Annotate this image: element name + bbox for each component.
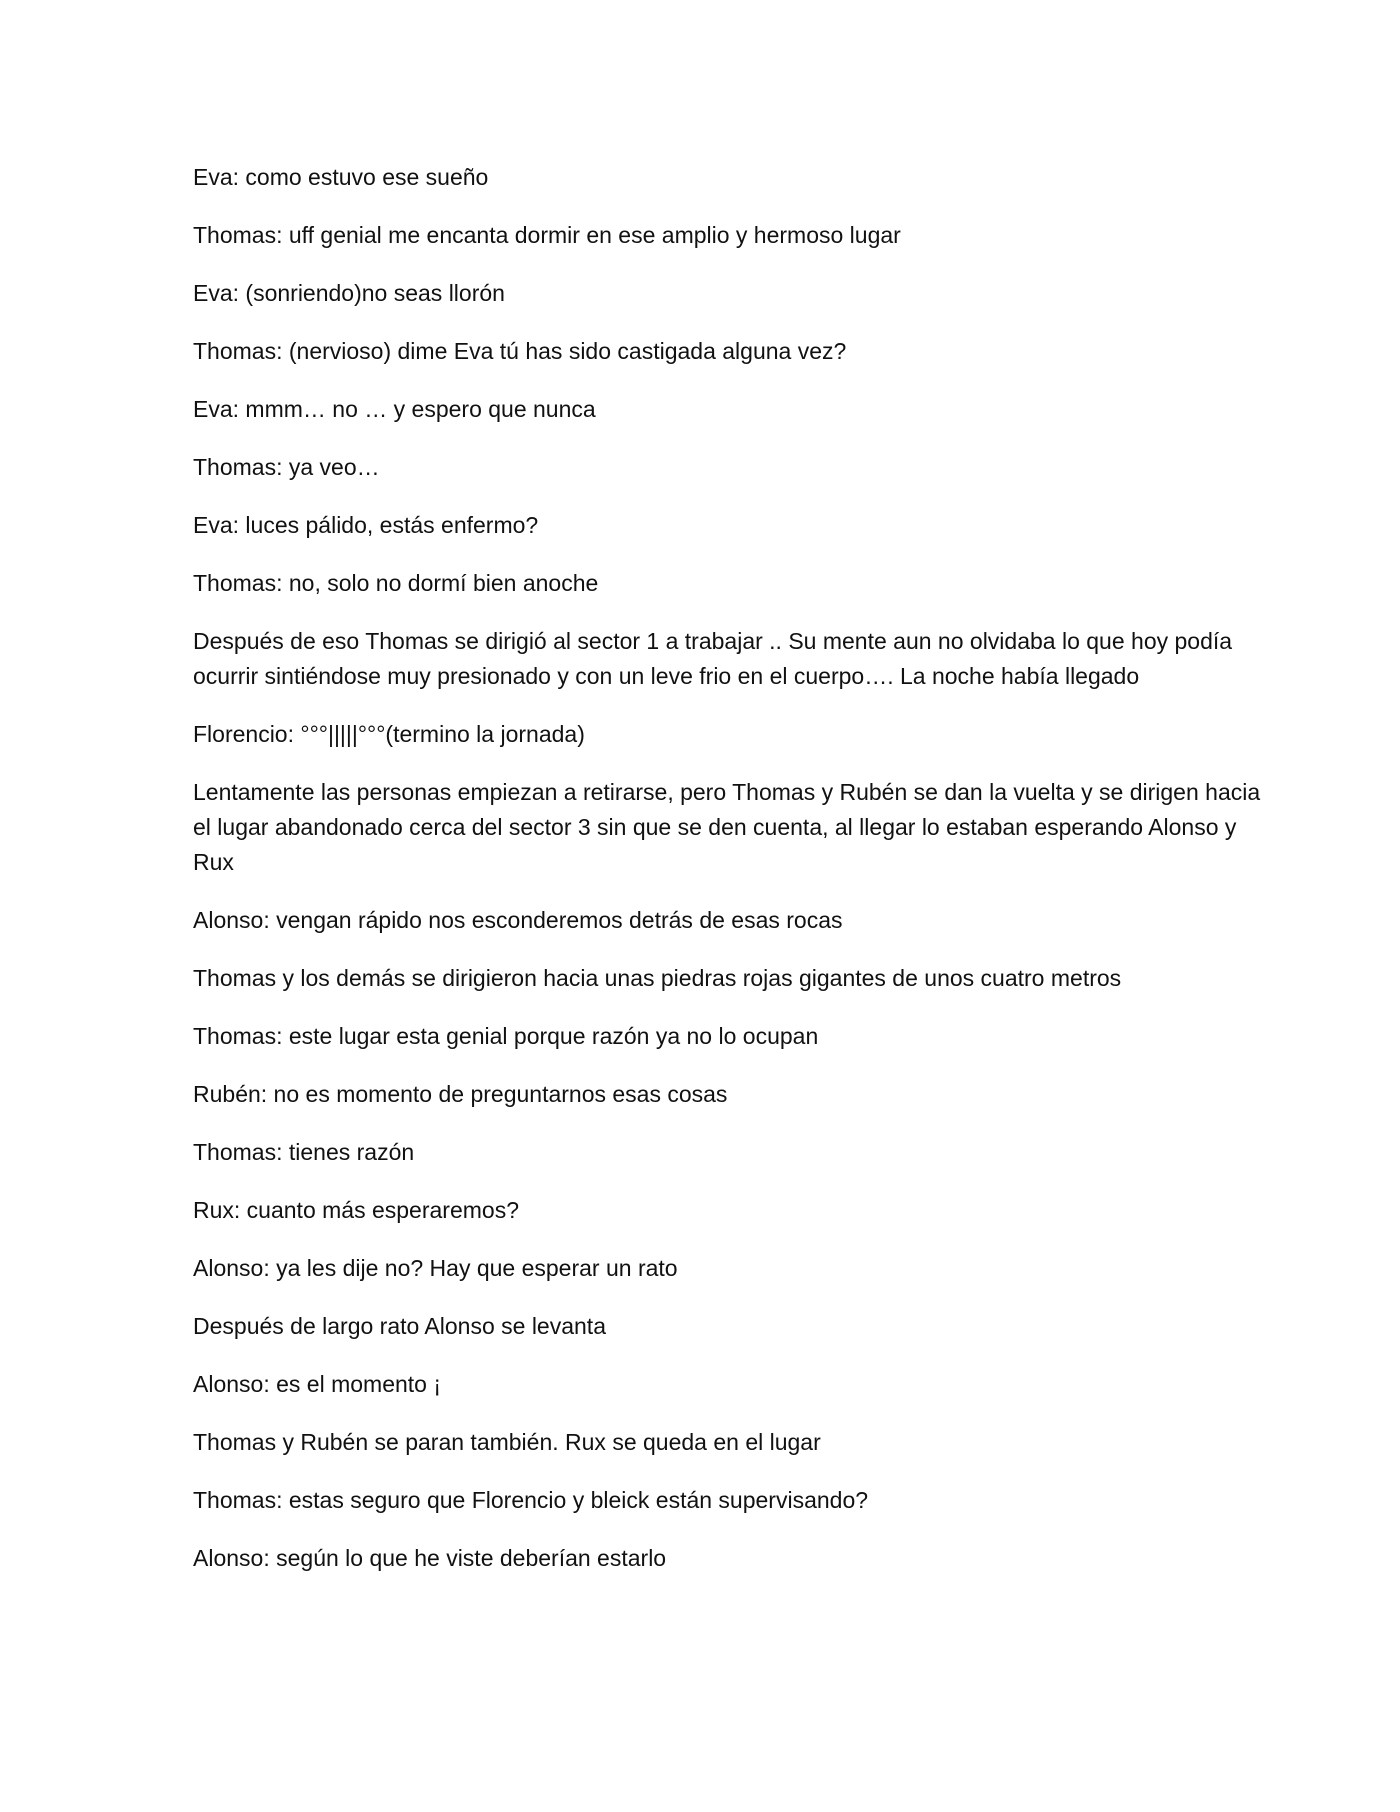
paragraph: Eva: mmm… no … y espero que nunca <box>193 396 596 422</box>
paragraph: Lentamente las personas empiezan a retirarse, pero Thomas y Rubén se dan la vuelta y se dirigen hacia el lugar abandonado cerca del sector 3 sin que se den cuenta, al llegar lo estaban esperando Alonso y Rux <box>193 779 1261 875</box>
paragraph: Thomas: (nervioso) dime Eva tú has sido castigada alguna vez? <box>193 338 847 364</box>
document-page <box>193 160 1268 1599</box>
paragraph: Alonso: es el momento ¡ <box>193 1371 442 1397</box>
paragraph: Eva: como estuvo ese sueño <box>193 164 489 190</box>
paragraph: Thomas y Rubén se paran también. Rux se queda en el lugar <box>193 1429 821 1455</box>
paragraph: Alonso: ya les dije no? Hay que esperar un rato <box>193 1255 678 1281</box>
paragraph: Alonso: vengan rápido nos esconderemos detrás de esas rocas <box>193 907 843 933</box>
paragraph: Eva: (sonriendo)no seas llorón <box>193 280 505 306</box>
paragraph: Rubén: no es momento de preguntarnos esas cosas <box>193 1081 728 1107</box>
paragraph: Después de eso Thomas se dirigió al sector 1 a trabajar .. Su mente aun no olvidaba lo que hoy podía ocurrir sintiéndose muy presionado y con un leve frio en el cuerpo…. La noche había llegado <box>193 628 1233 689</box>
paragraph: Thomas: no, solo no dormí bien anoche <box>193 570 599 596</box>
paragraph: Thomas: ya veo… <box>193 454 380 480</box>
paragraph: Después de largo rato Alonso se levanta <box>193 1313 606 1339</box>
paragraph: Thomas: tienes razón <box>193 1139 415 1165</box>
paragraph: Thomas y los demás se dirigieron hacia unas piedras rojas gigantes de unos cuatro metros <box>193 965 1122 991</box>
paragraph: Thomas: uff genial me encanta dormir en ese amplio y hermoso lugar <box>193 222 901 248</box>
paragraph: Rux: cuanto más esperaremos? <box>193 1197 519 1223</box>
paragraph: Florencio: °°°|||||°°°(termino la jornada) <box>193 721 585 747</box>
paragraph: Thomas: este lugar esta genial porque razón ya no lo ocupan <box>193 1023 819 1049</box>
paragraph: Alonso: según lo que he viste deberían estarlo <box>193 1545 667 1571</box>
paragraph: Eva: luces pálido, estás enfermo? <box>193 512 539 538</box>
paragraph: Thomas: estas seguro que Florencio y bleick están supervisando? <box>193 1487 869 1513</box>
